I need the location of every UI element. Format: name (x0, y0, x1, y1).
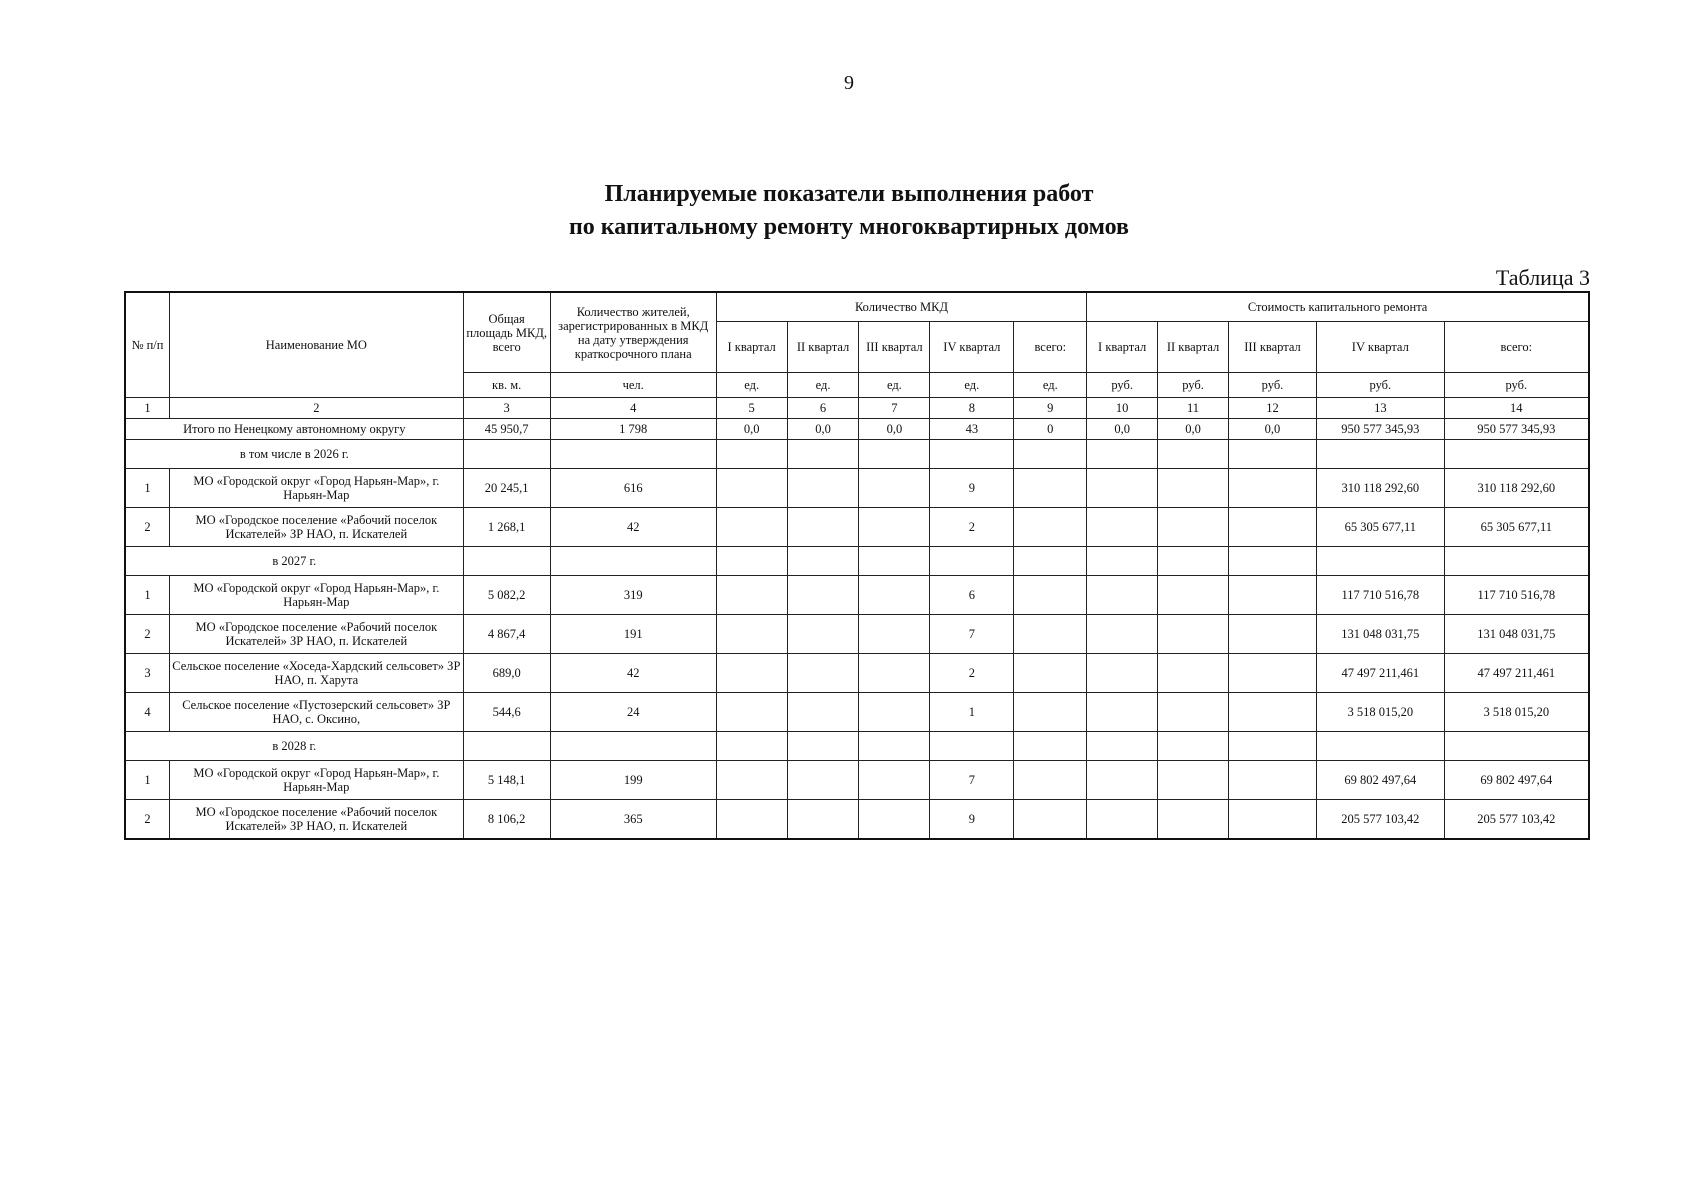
unit-cell: ед. (1014, 373, 1087, 398)
header-name: Наименование МО (170, 292, 464, 398)
empty-cell (859, 732, 930, 761)
mo-name: Сельское поселение «Пустозерский сельсовет» ЗР НАО, с. Оксино, (170, 693, 464, 732)
total-mkd-total: 0 (1014, 419, 1087, 440)
mkd-q1 (716, 508, 787, 547)
table-row (125, 508, 1589, 547)
mkd-q2 (787, 761, 859, 800)
header-area: Общая площадь МКД, всего (463, 292, 550, 373)
table-row (125, 800, 1589, 840)
unit-cell: руб. (1158, 373, 1229, 398)
mkd-q1 (716, 654, 787, 693)
column-numbers-row (125, 398, 1589, 419)
mkd-q3 (859, 693, 930, 732)
empty-cell (787, 440, 859, 469)
mo-name: МО «Городской округ «Город Нарьян-Мар», г. Нарьян-Мар (170, 469, 464, 508)
empty-cell (787, 547, 859, 576)
mkd-q2 (787, 615, 859, 654)
empty-cell (930, 547, 1014, 576)
mkd-q4: 7 (930, 615, 1014, 654)
unit-cell: руб. (1087, 373, 1158, 398)
mo-name: МО «Городской округ «Город Нарьян-Мар», г. Нарьян-Мар (170, 761, 464, 800)
empty-cell (1087, 732, 1158, 761)
header-mkd-q2: II квартал (787, 322, 859, 373)
title-line-2: по капитальному ремонту многоквартирных домов (568, 214, 1130, 240)
header-num: № п/п (125, 292, 170, 398)
mkd-q3 (859, 761, 930, 800)
mkd-q1 (716, 615, 787, 654)
row-number: 3 (125, 654, 170, 693)
cost-q2 (1158, 615, 1229, 654)
cost-q4: 3 518 015,20 (1317, 693, 1445, 732)
cost-total: 310 118 292,60 (1444, 469, 1589, 508)
cost-q1 (1087, 800, 1158, 840)
cost-total: 205 577 103,42 (1444, 800, 1589, 840)
empty-cell (550, 440, 716, 469)
mkd-total (1014, 761, 1087, 800)
mkd-q4: 6 (930, 576, 1014, 615)
residents-value: 42 (550, 508, 716, 547)
empty-cell (1228, 547, 1316, 576)
mkd-total (1014, 615, 1087, 654)
mkd-q3 (859, 615, 930, 654)
mkd-q1 (716, 761, 787, 800)
header-cost-q3: III квартал (1228, 322, 1316, 373)
mkd-q3 (859, 576, 930, 615)
total-cost-q3: 0,0 (1228, 419, 1316, 440)
cost-total: 131 048 031,75 (1444, 615, 1589, 654)
table-label: Таблица 3 (1495, 265, 1590, 290)
residents-value: 199 (550, 761, 716, 800)
col-number: 2 (170, 398, 464, 419)
header-mkd-q4: IV квартал (930, 322, 1014, 373)
header-cost-group: Стоимость капитального ремонта (1087, 292, 1589, 322)
empty-cell (1444, 547, 1589, 576)
cost-q4: 47 497 211,461 (1317, 654, 1445, 693)
empty-cell (859, 547, 930, 576)
col-number: 10 (1087, 398, 1158, 419)
area-value: 1 268,1 (463, 508, 550, 547)
mo-name: МО «Городское поселение «Рабочий поселок Искателей» ЗР НАО, п. Искателей (170, 508, 464, 547)
empty-cell (463, 440, 550, 469)
mkd-q3 (859, 800, 930, 840)
cost-q1 (1087, 469, 1158, 508)
empty-cell (1014, 440, 1087, 469)
mkd-q3 (859, 654, 930, 693)
table-row (125, 576, 1589, 615)
mkd-q2 (787, 654, 859, 693)
mkd-q3 (859, 508, 930, 547)
empty-cell (1317, 732, 1445, 761)
header-cost-q2: II квартал (1158, 322, 1229, 373)
row-number: 1 (125, 761, 170, 800)
mkd-q1 (716, 800, 787, 840)
mkd-total (1014, 800, 1087, 840)
table-row (125, 693, 1589, 732)
empty-cell (1158, 440, 1229, 469)
mo-name: МО «Городское поселение «Рабочий поселок Искателей» ЗР НАО, п. Искателей (170, 800, 464, 840)
section-header-row (125, 440, 1589, 469)
mkd-q3 (859, 469, 930, 508)
empty-cell (1317, 547, 1445, 576)
area-value: 20 245,1 (463, 469, 550, 508)
total-cost-q4: 950 577 345,93 (1317, 419, 1445, 440)
row-number: 1 (125, 576, 170, 615)
empty-cell (1014, 547, 1087, 576)
total-mkd-q2: 0,0 (787, 419, 859, 440)
total-cost-q1: 0,0 (1087, 419, 1158, 440)
empty-cell (1444, 732, 1589, 761)
table-row (125, 654, 1589, 693)
unit-cell: ед. (787, 373, 859, 398)
cost-q4: 205 577 103,42 (1317, 800, 1445, 840)
col-number: 9 (1014, 398, 1087, 419)
col-number: 5 (716, 398, 787, 419)
title-line-1: Планируемые показатели выполнения работ (604, 181, 1094, 207)
header-cost-q4: IV квартал (1317, 322, 1445, 373)
mkd-q2 (787, 508, 859, 547)
empty-cell (1087, 547, 1158, 576)
mkd-q2 (787, 576, 859, 615)
cost-q1 (1087, 615, 1158, 654)
empty-cell (550, 732, 716, 761)
cost-q2 (1158, 693, 1229, 732)
col-number: 11 (1158, 398, 1229, 419)
cost-q4: 117 710 516,78 (1317, 576, 1445, 615)
total-mkd-q4: 43 (930, 419, 1014, 440)
empty-cell (930, 732, 1014, 761)
mkd-total (1014, 576, 1087, 615)
document-title (0, 178, 1698, 244)
empty-cell (787, 732, 859, 761)
empty-cell (463, 547, 550, 576)
cost-q3 (1228, 800, 1316, 840)
cost-q2 (1158, 800, 1229, 840)
cost-total: 3 518 015,20 (1444, 693, 1589, 732)
mo-name: МО «Городской округ «Город Нарьян-Мар», г. Нарьян-Мар (170, 576, 464, 615)
mkd-q1 (716, 693, 787, 732)
row-number: 2 (125, 615, 170, 654)
capital-repair-table (124, 291, 1590, 840)
total-residents: 1 798 (550, 419, 716, 440)
mkd-total (1014, 469, 1087, 508)
section-header-row (125, 547, 1589, 576)
residents-value: 191 (550, 615, 716, 654)
cost-q4: 69 802 497,64 (1317, 761, 1445, 800)
header-mkd-q1: I квартал (716, 322, 787, 373)
cost-q3 (1228, 654, 1316, 693)
row-number: 2 (125, 508, 170, 547)
total-cost-total: 950 577 345,93 (1444, 419, 1589, 440)
unit-cell: ед. (930, 373, 1014, 398)
mkd-q2 (787, 469, 859, 508)
cost-total: 65 305 677,11 (1444, 508, 1589, 547)
unit-cell: ед. (716, 373, 787, 398)
total-mkd-q1: 0,0 (716, 419, 787, 440)
residents-value: 42 (550, 654, 716, 693)
cost-q2 (1158, 469, 1229, 508)
mkd-q1 (716, 469, 787, 508)
cost-q3 (1228, 693, 1316, 732)
cost-q4: 65 305 677,11 (1317, 508, 1445, 547)
area-value: 5 082,2 (463, 576, 550, 615)
mkd-q4: 2 (930, 508, 1014, 547)
cost-q3 (1228, 508, 1316, 547)
residents-value: 365 (550, 800, 716, 840)
cost-q1 (1087, 761, 1158, 800)
table-row (125, 615, 1589, 654)
section-label: в 2027 г. (125, 547, 463, 576)
col-number: 4 (550, 398, 716, 419)
cost-q2 (1158, 761, 1229, 800)
cost-total: 47 497 211,461 (1444, 654, 1589, 693)
empty-cell (716, 732, 787, 761)
header-mkd-group: Количество МКД (716, 292, 1087, 322)
col-number: 6 (787, 398, 859, 419)
cost-q4: 131 048 031,75 (1317, 615, 1445, 654)
header-cost-q1: I квартал (1087, 322, 1158, 373)
section-header-row (125, 732, 1589, 761)
cost-q1 (1087, 508, 1158, 547)
header-cost-total: всего: (1444, 322, 1589, 373)
mkd-q4: 1 (930, 693, 1014, 732)
unit-cell: руб. (1444, 373, 1589, 398)
total-row (125, 419, 1589, 440)
empty-cell (463, 732, 550, 761)
total-label: Итого по Ненецкому автономному округу (125, 419, 463, 440)
empty-cell (1317, 440, 1445, 469)
unit-cell: кв. м. (463, 373, 550, 398)
mkd-total (1014, 693, 1087, 732)
empty-cell (1014, 732, 1087, 761)
cost-q3 (1228, 761, 1316, 800)
mkd-q2 (787, 800, 859, 840)
header-mkd-total: всего: (1014, 322, 1087, 373)
empty-cell (716, 440, 787, 469)
mkd-q4: 9 (930, 469, 1014, 508)
empty-cell (1228, 440, 1316, 469)
unit-cell: руб. (1317, 373, 1445, 398)
mo-name: Сельское поселение «Хоседа-Хардский сельсовет» ЗР НАО, п. Харута (170, 654, 464, 693)
section-label: в том числе в 2026 г. (125, 440, 463, 469)
area-value: 689,0 (463, 654, 550, 693)
area-value: 8 106,2 (463, 800, 550, 840)
area-value: 5 148,1 (463, 761, 550, 800)
col-number: 13 (1317, 398, 1445, 419)
empty-cell (859, 440, 930, 469)
col-number: 7 (859, 398, 930, 419)
mkd-q1 (716, 576, 787, 615)
cost-q1 (1087, 576, 1158, 615)
residents-value: 616 (550, 469, 716, 508)
cost-q2 (1158, 508, 1229, 547)
table-row (125, 761, 1589, 800)
col-number: 1 (125, 398, 170, 419)
unit-cell: руб. (1228, 373, 1316, 398)
col-number: 8 (930, 398, 1014, 419)
cost-q2 (1158, 654, 1229, 693)
mkd-q2 (787, 693, 859, 732)
cost-q3 (1228, 469, 1316, 508)
cost-q4: 310 118 292,60 (1317, 469, 1445, 508)
mkd-q4: 2 (930, 654, 1014, 693)
empty-cell (716, 547, 787, 576)
mkd-q4: 7 (930, 761, 1014, 800)
total-cost-q2: 0,0 (1158, 419, 1229, 440)
mkd-total (1014, 654, 1087, 693)
header-residents: Количество жителей, зарегистрированных в МКД на дату утверждения краткосрочного плана (550, 292, 716, 373)
cost-q1 (1087, 654, 1158, 693)
empty-cell (1158, 732, 1229, 761)
cost-total: 117 710 516,78 (1444, 576, 1589, 615)
empty-cell (1228, 732, 1316, 761)
row-number: 2 (125, 800, 170, 840)
area-value: 4 867,4 (463, 615, 550, 654)
row-number: 1 (125, 469, 170, 508)
empty-cell (1087, 440, 1158, 469)
cost-q3 (1228, 615, 1316, 654)
total-mkd-q3: 0,0 (859, 419, 930, 440)
row-number: 4 (125, 693, 170, 732)
empty-cell (1158, 547, 1229, 576)
col-number: 12 (1228, 398, 1316, 419)
mo-name: МО «Городское поселение «Рабочий поселок Искателей» ЗР НАО, п. Искателей (170, 615, 464, 654)
col-number: 3 (463, 398, 550, 419)
empty-cell (550, 547, 716, 576)
empty-cell (1444, 440, 1589, 469)
cost-total: 69 802 497,64 (1444, 761, 1589, 800)
cost-q1 (1087, 693, 1158, 732)
total-area: 45 950,7 (463, 419, 550, 440)
table-row (125, 469, 1589, 508)
residents-value: 24 (550, 693, 716, 732)
col-number: 14 (1444, 398, 1589, 419)
section-label: в 2028 г. (125, 732, 463, 761)
mkd-total (1014, 508, 1087, 547)
unit-cell: ед. (859, 373, 930, 398)
page-number: 9 (844, 72, 854, 94)
area-value: 544,6 (463, 693, 550, 732)
cost-q2 (1158, 576, 1229, 615)
unit-cell: чел. (550, 373, 716, 398)
header-mkd-q3: III квартал (859, 322, 930, 373)
empty-cell (930, 440, 1014, 469)
mkd-q4: 9 (930, 800, 1014, 840)
cost-q3 (1228, 576, 1316, 615)
residents-value: 319 (550, 576, 716, 615)
